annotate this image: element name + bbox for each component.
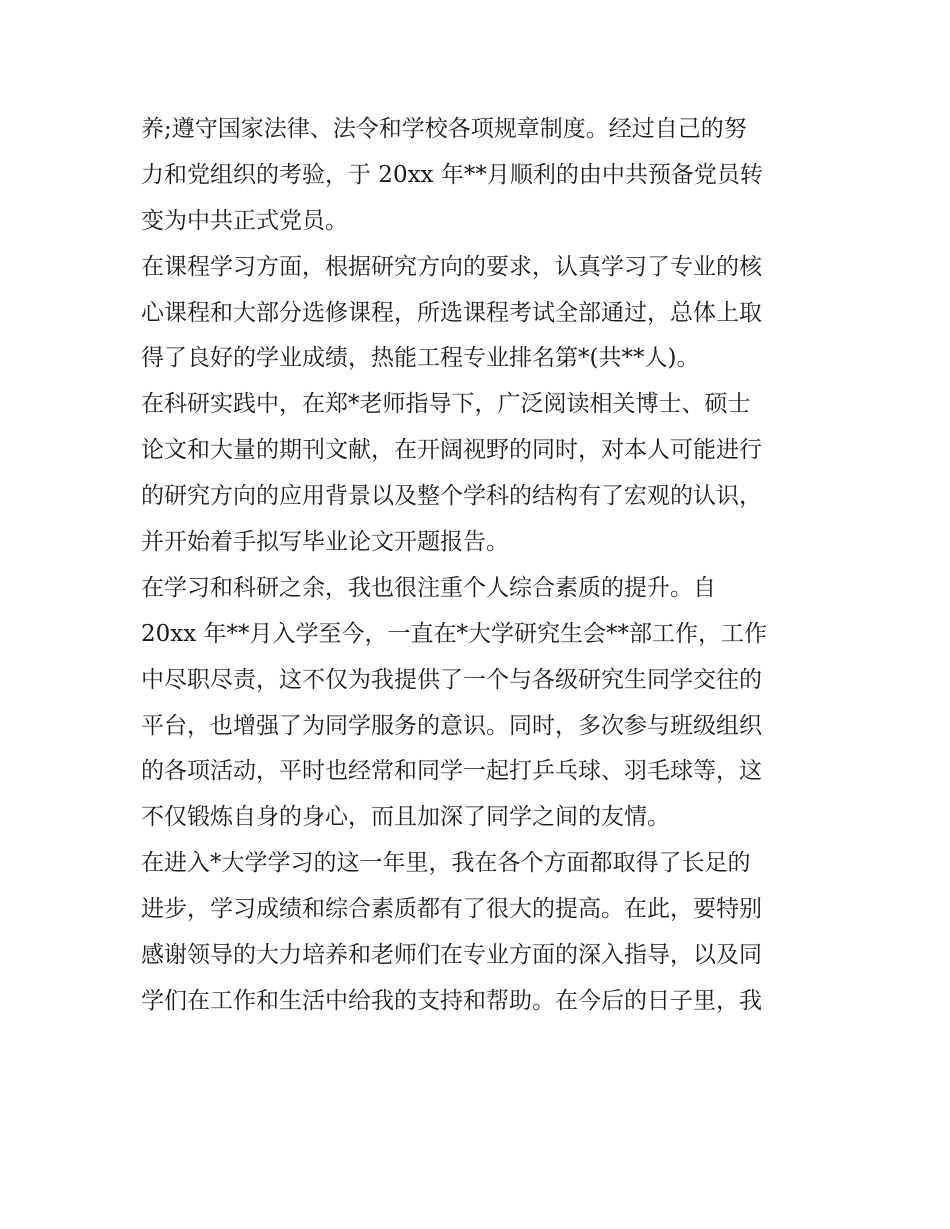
text-line: 变为中共正式党员。 — [141, 207, 348, 234]
text-line: 在课程学习方面，根据研究方向的要求，认真学习了专业的核 — [141, 253, 762, 280]
text-line: 在学习和科研之余，我也很注重个人综合素质的提升。自 — [141, 574, 716, 601]
text-line: 进步，学习成绩和综合素质都有了很大的提高。在此，要特别 — [141, 896, 762, 923]
text-line: 得了良好的学业成绩，热能工程专业排名第*(共**人)。 — [141, 345, 700, 372]
text-line: 平台，也增强了为同学服务的意识。同时，多次参与班级组织 — [141, 712, 762, 739]
text-line: 学们在工作和生活中给我的支持和帮助。在今后的日子里，我 — [141, 987, 762, 1014]
document-body — [141, 107, 821, 1025]
text-line: 力和党组织的考验，于 20xx 年**月顺利的由中共预备党员转 — [141, 161, 763, 188]
text-line: 不仅锻炼自身的身心，而且加深了同学之间的友情。 — [141, 804, 670, 831]
text-line: 20xx 年**月入学至今，一直在*大学研究生会**部工作，工作 — [141, 620, 768, 647]
text-line: 心课程和大部分选修课程，所选课程考试全部通过，总体上取 — [141, 299, 762, 326]
text-line: 在进入*大学学习的这一年里，我在各个方面都取得了长足的 — [141, 850, 751, 877]
text-line: 养;遵守国家法律、法令和学校各项规章制度。经过自己的努 — [141, 116, 747, 142]
text-line: 的研究方向的应用背景以及整个学科的结构有了宏观的认识， — [141, 483, 762, 510]
text-line: 的各项活动，平时也经常和同学一起打乒乓球、羽毛球等，这 — [141, 758, 762, 785]
text-line: 论文和大量的期刊文献，在开阔视野的同时，对本人可能进行 — [141, 437, 762, 464]
text-line: 中尽职尽责，这不仅为我提供了一个与各级研究生同学交往的 — [141, 666, 762, 693]
text-line: 并开始着手拟写毕业论文开题报告。 — [141, 529, 509, 556]
text-line: 在科研实践中，在郑*老师指导下，广泛阅读相关博士、硕士 — [141, 391, 751, 418]
text-line: 感谢领导的大力培养和老师们在专业方面的深入指导，以及同 — [141, 942, 762, 969]
